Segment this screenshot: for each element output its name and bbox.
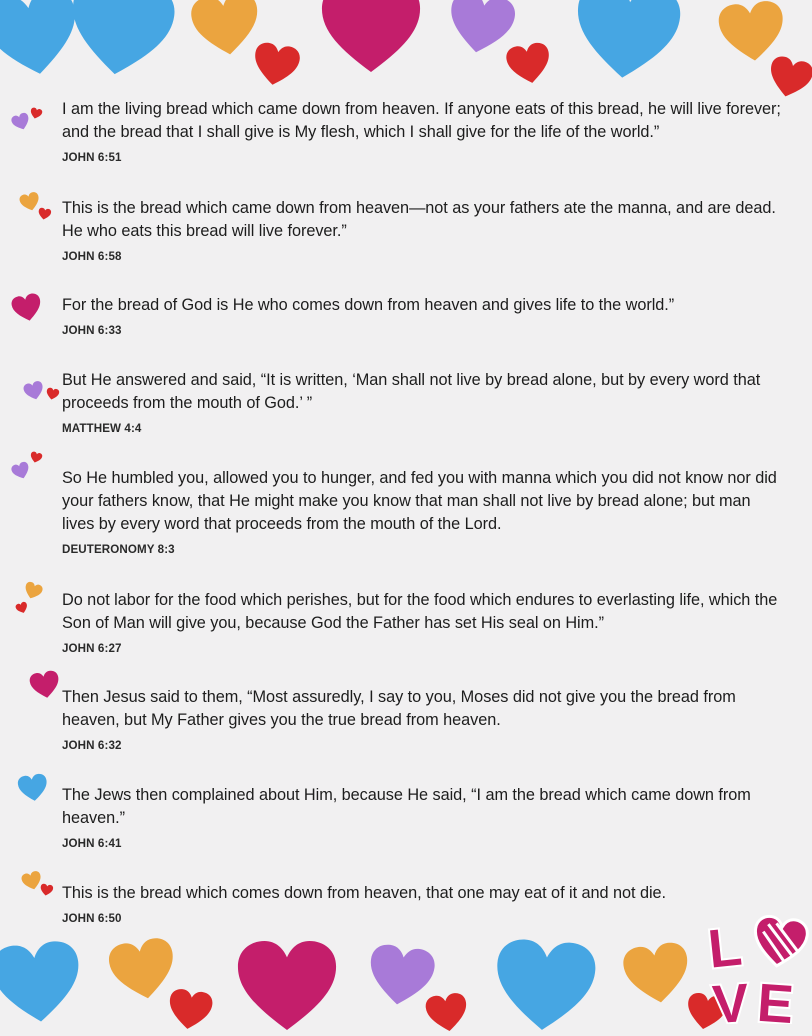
verse-reference: JOHN 6:27 [62, 642, 122, 655]
heart-icon [29, 451, 43, 465]
verse-text: Then Jesus said to them, “Most assuredly, I say to you, Moses did not give you the bread from heaven, but My Father gives you the true bread from heaven. [62, 688, 736, 729]
verse-item [62, 294, 782, 337]
heart-icon [9, 290, 45, 326]
heart-icon [232, 940, 342, 1032]
verse-reference: JOHN 6:41 [62, 837, 122, 850]
heart-icon [39, 883, 54, 897]
heart-icon [487, 936, 603, 1035]
love-logo-graphic [706, 914, 810, 1024]
svg-text:L: L [706, 916, 745, 980]
verse-text: But He answered and said, “It is written, ‘Man shall not live by bread alone, but by every word that proceeds from the mouth of God.’ ” [62, 371, 761, 412]
heart-icon [764, 53, 812, 102]
verse-reference: JOHN 6:50 [62, 912, 122, 925]
verse-item [62, 467, 782, 556]
verse-item [62, 686, 782, 752]
verse-text: This is the bread which came down from heaven—not as your fathers ate the manna, and are dead. He who eats this bread will live forever.” [62, 199, 776, 240]
verse-text: For the bread of God is He who comes down from heaven and gives life to the world.” [62, 296, 675, 314]
verse-item [62, 369, 782, 435]
heart-icon [163, 987, 216, 1033]
verse-text: I am the living bread which came down from heaven. If anyone eats of this bread, he will live forever; and the bread that I shall give is My flesh, which I shall give for the life of the world.” [62, 100, 781, 141]
heart-icon [62, 0, 181, 85]
verse-reference: JOHN 6:33 [62, 324, 122, 337]
verse-item [62, 589, 782, 655]
love-logo [706, 914, 810, 1024]
heart-icon [567, 0, 686, 85]
heart-icon [618, 939, 696, 1008]
verse-text: So He humbled you, allowed you to hunger, and fed you with manna which you did not know nor did your fathers know, that He might make you know that man shall not live by bread alone; but man lives by every word that proceeds from the mouth of the Lord. [62, 469, 777, 533]
svg-text:V: V [710, 972, 751, 1024]
verse-reference: JOHN 6:32 [62, 739, 122, 752]
verse-text: The Jews then complained about Him, because He said, “I am the bread which came down from heaven.” [62, 786, 751, 827]
svg-text:E: E [755, 972, 796, 1024]
heart-icon [37, 207, 52, 221]
verse-item [62, 197, 782, 263]
heart-icon [29, 107, 43, 121]
verse-reference: MATTHEW 4:4 [62, 422, 142, 435]
heart-icon [21, 579, 44, 602]
heart-icon [422, 991, 473, 1035]
heart-icon [45, 387, 60, 401]
heart-icon [0, 936, 86, 1031]
verse-text: Do not labor for the food which perishes, but for the food which endures to everlasting life, which the Son of Man will give you, because God the Father has set His seal on Him.” [62, 591, 778, 632]
verse-item [62, 98, 782, 164]
heart-icon [22, 380, 46, 403]
heart-icon [249, 40, 304, 90]
heart-icon [503, 40, 555, 87]
verse-text: This is the bread which comes down from heaven, that one may eat of it and not die. [62, 884, 667, 902]
verse-reference: DEUTERONOMY 8:3 [62, 543, 175, 556]
verse-reference: JOHN 6:58 [62, 250, 122, 263]
heart-icon [16, 772, 50, 804]
verse-item [62, 882, 782, 925]
heart-icon [28, 669, 62, 702]
heart-icon [9, 459, 32, 482]
heart-icon [14, 600, 29, 615]
verse-item [62, 784, 782, 850]
heart-icon [316, 0, 426, 74]
verse-reference: JOHN 6:51 [62, 151, 122, 164]
